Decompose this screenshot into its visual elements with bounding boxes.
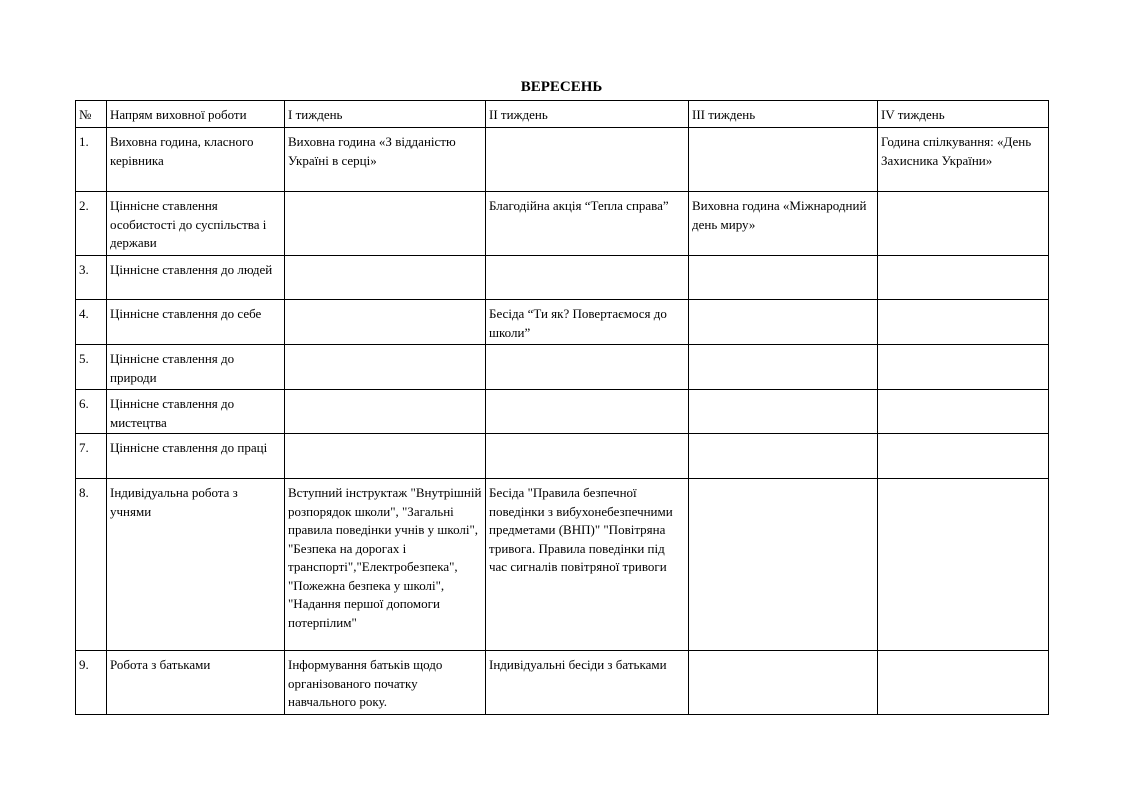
- cell-week-3: [689, 651, 878, 715]
- cell-num: 5.: [76, 345, 107, 390]
- cell-num: 6.: [76, 390, 107, 434]
- cell-week-1: [285, 300, 486, 345]
- cell-week-3: Виховна година «Міжнародний день миру»: [689, 192, 878, 256]
- header-direction: Напрям виховної роботи: [107, 101, 285, 128]
- cell-week-4: [878, 434, 1049, 479]
- cell-num: 1.: [76, 128, 107, 192]
- cell-week-4: [878, 390, 1049, 434]
- cell-week-3: [689, 300, 878, 345]
- cell-week-2: [486, 434, 689, 479]
- table-row: [76, 256, 1049, 300]
- table-row: [76, 345, 1049, 390]
- cell-week-1: Інформування батьків щодо організованого початку навчального року.: [285, 651, 486, 715]
- cell-week-3: [689, 345, 878, 390]
- page-title: ВЕРЕСЕНЬ: [520, 79, 603, 95]
- header-week-3: ІІІ тиждень: [689, 101, 878, 128]
- table-row: [76, 479, 1049, 651]
- cell-direction: Індивідуальна робота з учнями: [107, 479, 285, 651]
- cell-week-2: Бесіда "Правила безпечної поведінки з вибухонебезпечними предметами (ВНП)" "Повітряна тривога. Правила поведінки під час сигналів повітряної тривоги: [486, 479, 689, 651]
- table-header-row: [76, 101, 1049, 128]
- cell-direction: Робота з батьками: [107, 651, 285, 715]
- cell-week-3: [689, 434, 878, 479]
- cell-week-3: [689, 479, 878, 651]
- cell-week-3: [689, 390, 878, 434]
- cell-week-1: [285, 345, 486, 390]
- table-row: [76, 128, 1049, 192]
- table-row: [76, 300, 1049, 345]
- cell-num: 7.: [76, 434, 107, 479]
- cell-week-4: [878, 256, 1049, 300]
- cell-week-2: [486, 345, 689, 390]
- cell-week-2: Індивідуальні бесіди з батьками: [486, 651, 689, 715]
- header-num: №: [76, 101, 107, 128]
- cell-week-4: [878, 479, 1049, 651]
- cell-week-4: [878, 345, 1049, 390]
- cell-week-1: [285, 434, 486, 479]
- cell-direction: Ціннісне ставлення до людей: [107, 256, 285, 300]
- plan-table: [75, 100, 1049, 715]
- cell-direction: Ціннісне ставлення до природи: [107, 345, 285, 390]
- table-row: [76, 434, 1049, 479]
- header-week-1: І тиждень: [285, 101, 486, 128]
- table-row: [76, 651, 1049, 715]
- cell-week-1: [285, 390, 486, 434]
- table-row: [76, 192, 1049, 256]
- cell-direction: Виховна година, класного керівника: [107, 128, 285, 192]
- cell-week-2: [486, 256, 689, 300]
- cell-week-1: [285, 192, 486, 256]
- cell-week-2: [486, 128, 689, 192]
- cell-week-2: [486, 390, 689, 434]
- cell-week-1: Вступний інструктаж "Внутрішній розпорядок школи", "Загальні правила поведінки учнів у школі", "Безпека на дорогах і транспорті","Електробезпека", "Пожежна безпека у школі", "Надання першої допомоги потерпілим": [285, 479, 486, 651]
- cell-direction: Ціннісне ставлення особистості до суспільства і держави: [107, 192, 285, 256]
- cell-week-4: Година спілкування: «День Захисника України»: [878, 128, 1049, 192]
- cell-week-4: [878, 300, 1049, 345]
- cell-num: 8.: [76, 479, 107, 651]
- cell-week-3: [689, 256, 878, 300]
- header-week-4: ІV тиждень: [878, 101, 1049, 128]
- cell-week-1: [285, 256, 486, 300]
- header-week-2: ІІ тиждень: [486, 101, 689, 128]
- cell-num: 3.: [76, 256, 107, 300]
- cell-week-4: [878, 651, 1049, 715]
- cell-direction: Ціннісне ставлення до мистецтва: [107, 390, 285, 434]
- cell-week-2: Благодійна акція “Тепла справа”: [486, 192, 689, 256]
- cell-num: 9.: [76, 651, 107, 715]
- cell-direction: Ціннісне ставлення до праці: [107, 434, 285, 479]
- cell-week-3: [689, 128, 878, 192]
- cell-week-4: [878, 192, 1049, 256]
- cell-num: 4.: [76, 300, 107, 345]
- cell-num: 2.: [76, 192, 107, 256]
- cell-week-1: Виховна година «З відданістю Україні в серці»: [285, 128, 486, 192]
- cell-direction: Ціннісне ставлення до себе: [107, 300, 285, 345]
- cell-week-2: Бесіда “Ти як? Повертаємося до школи”: [486, 300, 689, 345]
- table-row: [76, 390, 1049, 434]
